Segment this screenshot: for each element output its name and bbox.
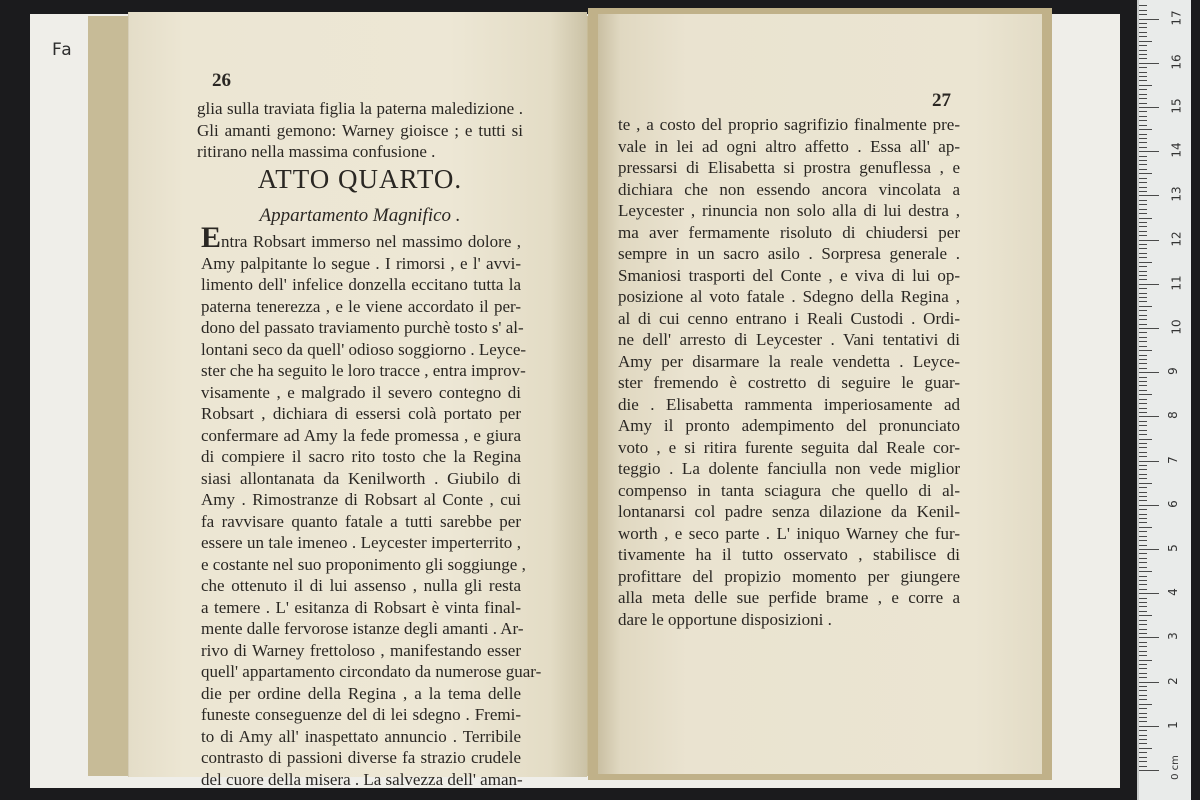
text-line: Smaniosi trasporti del Conte , e viva di lui op- bbox=[618, 265, 960, 285]
ruler-tick bbox=[1139, 191, 1147, 192]
ruler-tick bbox=[1139, 447, 1147, 448]
ruler-number: 13 bbox=[1169, 186, 1184, 203]
text-line: dono del passato traviamento purchè tosto s' al- bbox=[201, 318, 524, 337]
ruler-tick bbox=[1139, 204, 1147, 205]
ruler-tick bbox=[1139, 761, 1147, 762]
ruler-tick bbox=[1139, 540, 1147, 541]
ruler-tick bbox=[1139, 642, 1147, 643]
text-line: compenso in tanta sciagura che quello di al- bbox=[618, 480, 960, 500]
text-line: paterna tenerezza , e le viene accordato il per- bbox=[201, 296, 521, 316]
ruler-tick bbox=[1139, 721, 1147, 722]
ruler-tick bbox=[1139, 598, 1147, 599]
ruler-number: 16 bbox=[1169, 54, 1184, 70]
ruler-tick bbox=[1139, 142, 1147, 143]
ruler-tick bbox=[1139, 116, 1147, 117]
ruler-tick bbox=[1139, 58, 1147, 59]
ruler-tick bbox=[1139, 735, 1147, 736]
ruler-tick bbox=[1139, 558, 1147, 559]
ruler-tick bbox=[1139, 169, 1147, 170]
ruler-tick bbox=[1139, 624, 1147, 625]
ruler-tick bbox=[1139, 5, 1147, 6]
text-line: pressarsi di Elisabetta si prostra genuflessa , e bbox=[618, 158, 960, 177]
ruler-tick bbox=[1139, 562, 1147, 563]
text-line: ster che ha seguito le loro tracce , entra improv- bbox=[201, 361, 526, 380]
ruler-tick bbox=[1139, 567, 1147, 568]
ruler-number: 6 bbox=[1165, 499, 1180, 508]
ruler-tick bbox=[1139, 36, 1147, 37]
ruler-tick bbox=[1139, 478, 1147, 479]
ruler-tick bbox=[1139, 536, 1147, 537]
ruler-tick bbox=[1139, 699, 1147, 700]
ruler-tick bbox=[1139, 629, 1147, 630]
text-line: Amy . Rimostranze di Robsart al Conte , cui bbox=[201, 490, 521, 509]
ruler-tick bbox=[1139, 306, 1152, 307]
ruler-tick bbox=[1139, 425, 1147, 426]
ruler-tick bbox=[1139, 107, 1159, 108]
ruler-tick bbox=[1139, 231, 1147, 232]
ruler-tick bbox=[1139, 633, 1147, 634]
ruler-number: 14 bbox=[1169, 142, 1184, 158]
ruler-tick bbox=[1139, 244, 1147, 245]
text-line: che ottenuto il di lui assenso , nulla gli resta bbox=[201, 576, 521, 595]
ruler-tick bbox=[1139, 518, 1147, 519]
ruler-tick bbox=[1139, 531, 1147, 532]
text-line: Robsart , dichiara di essersi colà portato per bbox=[201, 404, 521, 423]
ruler-tick bbox=[1139, 545, 1147, 546]
text-line: dichiara che non essendo ancora vincolata a bbox=[618, 179, 960, 199]
text-line: die . Elisabetta rammenta imperiosamente ad bbox=[618, 394, 960, 414]
text-line: Amy il pronto adempimento del pronunciato bbox=[618, 416, 960, 435]
ruler-tick bbox=[1139, 63, 1159, 64]
left-page-body-text bbox=[201, 221, 542, 790]
ruler-tick bbox=[1139, 651, 1147, 652]
text-line: mente dalle fervorose istanze degli amanti . Ar- bbox=[201, 619, 524, 638]
ruler-tick bbox=[1139, 416, 1159, 417]
text-line-rest: ntra Robsart immerso nel massimo dolore , bbox=[221, 232, 521, 251]
ruler-tick bbox=[1139, 522, 1147, 523]
ruler-tick bbox=[1139, 748, 1152, 749]
ruler-tick bbox=[1139, 646, 1147, 647]
ruler-tick bbox=[1139, 120, 1147, 121]
ruler-tick bbox=[1139, 346, 1147, 347]
right-page bbox=[598, 14, 1042, 774]
text-line: sempre in un sacro asilo . Sorpresa generale . bbox=[618, 244, 960, 263]
ruler-tick bbox=[1139, 452, 1147, 453]
text-line bbox=[201, 221, 521, 254]
ruler-tick bbox=[1139, 439, 1152, 440]
ruler-tick bbox=[1139, 355, 1147, 356]
ruler-tick bbox=[1139, 589, 1147, 590]
ruler-tick bbox=[1139, 160, 1147, 161]
text-line: siasi allontanata da Kenilworth . Giubilo di bbox=[201, 468, 521, 488]
ruler-tick bbox=[1139, 509, 1147, 510]
ruler-tick bbox=[1139, 23, 1147, 24]
text-line: Gli amanti gemono: Warney gioisce ; e tutti si bbox=[197, 120, 523, 140]
ruler-tick bbox=[1139, 240, 1159, 241]
ruler-tick bbox=[1139, 368, 1147, 369]
ruler-tick bbox=[1139, 487, 1147, 488]
ruler-tick bbox=[1139, 266, 1147, 267]
ruler-tick bbox=[1139, 310, 1147, 311]
ruler-tick bbox=[1139, 743, 1147, 744]
ruler-tick bbox=[1139, 408, 1147, 409]
ruler-tick bbox=[1139, 461, 1159, 462]
ruler-tick bbox=[1139, 284, 1159, 285]
drop-cap: E bbox=[201, 221, 222, 254]
text-line: ritirano nella massima confusione . bbox=[197, 142, 436, 161]
ruler-tick bbox=[1139, 602, 1147, 603]
text-line: essere un tale imeneo . Leycester imperterrito , bbox=[201, 533, 521, 552]
ruler-tick bbox=[1139, 412, 1147, 413]
ruler-tick bbox=[1139, 686, 1147, 687]
text-line: visamente , e malgrado il severo contegno di bbox=[201, 382, 521, 402]
ruler-tick bbox=[1139, 717, 1147, 718]
text-line: vale in lei ad ogni altro affetto . Essa all' ap- bbox=[618, 136, 960, 156]
ruler-tick bbox=[1139, 465, 1147, 466]
text-line: confermare ad Amy la fede promessa , e giura bbox=[201, 425, 521, 445]
ruler-tick bbox=[1139, 377, 1147, 378]
ruler-tick bbox=[1139, 89, 1147, 90]
ruler-tick bbox=[1139, 301, 1147, 302]
ruler-tick bbox=[1139, 173, 1152, 174]
ruler-tick bbox=[1139, 606, 1147, 607]
ruler-tick bbox=[1139, 200, 1147, 201]
ruler-number: 15 bbox=[1169, 98, 1184, 114]
ruler-tick bbox=[1139, 350, 1152, 351]
ruler-tick bbox=[1139, 271, 1147, 272]
ruler-tick bbox=[1139, 293, 1147, 294]
ruler-number: 9 bbox=[1165, 367, 1180, 376]
measurement-ruler bbox=[1137, 0, 1191, 800]
ruler-tick bbox=[1139, 209, 1147, 210]
ruler-tick bbox=[1139, 195, 1159, 196]
ruler-tick bbox=[1139, 421, 1147, 422]
ruler-tick bbox=[1139, 279, 1147, 280]
text-line: limento dell' infelice donzella eccitano tutta la bbox=[201, 275, 521, 294]
ruler-tick bbox=[1139, 514, 1147, 515]
ruler-tick bbox=[1139, 766, 1147, 767]
text-line: profittare del propizio momento per giungere bbox=[618, 566, 960, 586]
text-line: Leycester , rinuncia non solo alla di lui destra , bbox=[618, 201, 960, 220]
ruler-tick bbox=[1139, 726, 1159, 727]
ruler-number: 3 bbox=[1165, 632, 1180, 641]
ruler-number: 4 bbox=[1165, 588, 1180, 597]
ruler-tick bbox=[1139, 673, 1147, 674]
ruler-tick bbox=[1139, 14, 1147, 15]
ruler-tick bbox=[1139, 94, 1147, 95]
ruler-tick bbox=[1139, 434, 1147, 435]
ruler-tick bbox=[1139, 394, 1152, 395]
text-line: ne dell' arresto di Leycester . Vani tentativi di bbox=[618, 330, 960, 349]
ruler-tick bbox=[1139, 235, 1147, 236]
text-line: teggio . La dolente fanciulla non vede miglior bbox=[618, 459, 960, 478]
ruler-tick bbox=[1139, 381, 1147, 382]
ruler-tick bbox=[1139, 297, 1147, 298]
ruler-tick bbox=[1139, 129, 1152, 130]
text-line: die per ordine della Regina , a la tema delle bbox=[201, 683, 521, 703]
ruler-tick bbox=[1139, 739, 1147, 740]
ruler-tick bbox=[1139, 41, 1152, 42]
text-line: ster fremendo è costretto di seguire le guar- bbox=[618, 373, 960, 392]
ruler-tick bbox=[1139, 98, 1147, 99]
ruler-tick bbox=[1139, 677, 1147, 678]
ruler-number: 7 bbox=[1165, 455, 1180, 464]
ruler-tick bbox=[1139, 337, 1147, 338]
ruler-tick bbox=[1139, 103, 1147, 104]
ruler-tick bbox=[1139, 332, 1147, 333]
ruler-tick bbox=[1139, 611, 1147, 612]
text-line: Amy per disarmare la reale vendetta . Leyce- bbox=[618, 351, 960, 371]
text-line: posizione al voto fatale . Sdegno della Regina , bbox=[618, 287, 960, 306]
ruler-tick bbox=[1139, 430, 1147, 431]
handwritten-annotation: Fa bbox=[52, 40, 73, 60]
ruler-tick bbox=[1139, 553, 1147, 554]
ruler-tick bbox=[1139, 682, 1159, 683]
ruler-tick bbox=[1139, 315, 1147, 316]
ruler-tick bbox=[1139, 328, 1159, 329]
ruler-tick bbox=[1139, 500, 1147, 501]
ruler-tick bbox=[1139, 483, 1152, 484]
ruler-tick bbox=[1139, 253, 1147, 254]
ruler-tick bbox=[1139, 363, 1147, 364]
ruler-number: 5 bbox=[1165, 544, 1180, 552]
ruler-tick bbox=[1139, 399, 1147, 400]
ruler-tick bbox=[1139, 668, 1147, 669]
text-line: del cuore della misera . La salvezza dell' aman- bbox=[201, 769, 523, 789]
text-line: contrasto di passioni diverse fa strazio crudele bbox=[201, 748, 521, 767]
ruler-tick bbox=[1139, 580, 1147, 581]
text-line: Amy palpitante lo segue . I rimorsi , e l' avvi- bbox=[201, 253, 521, 273]
ruler-number: 17 bbox=[1169, 9, 1184, 26]
ruler-tick bbox=[1139, 730, 1147, 731]
ruler-tick bbox=[1139, 125, 1147, 126]
ruler-tick bbox=[1139, 226, 1147, 227]
text-line: to di Amy all' inaspettato annuncio . Terribile bbox=[201, 726, 521, 746]
ruler-tick bbox=[1139, 584, 1147, 585]
ruler-tick bbox=[1139, 111, 1147, 112]
text-line: quell' appartamento circondato da numerose guar- bbox=[201, 662, 542, 681]
ruler-tick bbox=[1139, 32, 1147, 33]
right-page-body-text bbox=[618, 114, 960, 630]
ruler-tick bbox=[1139, 664, 1147, 665]
text-line: fa ravvisare quanto fatale a tutti sarebbe per bbox=[201, 511, 521, 531]
ruler-number: 11 bbox=[1169, 275, 1184, 291]
ruler-tick bbox=[1139, 45, 1147, 46]
text-line: a temere . L' esitanza di Robsart è vinta final- bbox=[201, 597, 521, 617]
ruler-tick bbox=[1139, 182, 1147, 183]
text-line: glia sulla traviata figlia la paterna maledizione . bbox=[197, 99, 523, 118]
ruler-tick bbox=[1139, 50, 1147, 51]
ruler-tick bbox=[1139, 72, 1147, 73]
text-line: e costante nel suo proponimento gli soggiunge , bbox=[201, 554, 526, 574]
act-title: ATTO QUARTO. bbox=[257, 164, 463, 194]
ruler-number: 2 bbox=[1165, 676, 1180, 685]
ruler-tick bbox=[1139, 385, 1147, 386]
ruler-tick bbox=[1139, 76, 1147, 77]
ruler-tick bbox=[1139, 695, 1147, 696]
ruler-tick bbox=[1139, 218, 1152, 219]
ruler-tick bbox=[1139, 637, 1159, 638]
ruler-tick bbox=[1139, 248, 1147, 249]
ruler-tick bbox=[1139, 505, 1159, 506]
ruler-tick bbox=[1139, 655, 1147, 656]
ruler-tick bbox=[1139, 147, 1147, 148]
ruler-tick bbox=[1139, 593, 1159, 594]
ruler-tick bbox=[1139, 54, 1147, 55]
text-line: funeste conseguenze del di lei sdegno . Fremi- bbox=[201, 705, 521, 724]
ruler-tick bbox=[1139, 27, 1147, 28]
ruler-tick bbox=[1139, 341, 1147, 342]
ruler-tick bbox=[1139, 757, 1147, 758]
ruler-tick bbox=[1139, 752, 1147, 753]
ruler-tick bbox=[1139, 443, 1147, 444]
text-line: dare le opportune disposizioni . bbox=[618, 609, 832, 629]
ruler-tick bbox=[1139, 67, 1147, 68]
ruler-tick bbox=[1139, 492, 1147, 493]
ruler-number: 8 bbox=[1165, 411, 1180, 420]
text-line: worth , e seco parte . L' iniquo Warney che fur- bbox=[618, 523, 960, 543]
ruler-tick bbox=[1139, 359, 1147, 360]
ruler-tick bbox=[1139, 456, 1147, 457]
ruler-tick bbox=[1139, 496, 1147, 497]
ruler-tick bbox=[1139, 372, 1159, 373]
ruler-tick bbox=[1139, 576, 1147, 577]
ruler-unit-label: 0 cm bbox=[1169, 755, 1181, 780]
ruler-tick bbox=[1139, 324, 1147, 325]
ruler-tick bbox=[1139, 164, 1147, 165]
text-line: lontanarsi col padre senza dilazione da Kenil- bbox=[618, 502, 960, 521]
ruler-tick bbox=[1139, 469, 1147, 470]
text-line: al di cui cenno entrano i Reali Custodi . Ordi- bbox=[618, 308, 960, 328]
text-line: di compiere il sacro rito tosto che la Regina bbox=[201, 447, 521, 466]
text-line: tivamente ha il tutto osservato , stabilisce di bbox=[618, 545, 960, 564]
ruler-tick bbox=[1139, 178, 1147, 179]
ruler-tick bbox=[1139, 319, 1147, 320]
ruler-tick bbox=[1139, 134, 1147, 135]
ruler-tick bbox=[1139, 390, 1147, 391]
ruler-tick bbox=[1139, 713, 1147, 714]
ruler-tick bbox=[1139, 19, 1159, 20]
ruler-tick bbox=[1139, 770, 1159, 771]
ruler-tick bbox=[1139, 474, 1147, 475]
ruler-tick bbox=[1139, 151, 1159, 152]
text-line: alla meta delle sue perfide brame , e corre a bbox=[618, 588, 960, 607]
left-page bbox=[128, 12, 587, 789]
text-line: lontani seco da quell' odioso soggiorno . Leyce- bbox=[201, 339, 527, 359]
text-line: voto , e si ritira furente seguita dal Reale cor- bbox=[618, 437, 960, 457]
ruler-tick bbox=[1139, 704, 1152, 705]
ruler-tick bbox=[1139, 403, 1147, 404]
ruler-tick bbox=[1139, 571, 1152, 572]
text-line: rivo di Warney frettoloso , manifestando esser bbox=[201, 640, 521, 660]
ruler-tick bbox=[1139, 288, 1147, 289]
ruler-number: 10 bbox=[1169, 319, 1184, 335]
ruler-tick bbox=[1139, 222, 1147, 223]
ruler-tick bbox=[1139, 138, 1147, 139]
ruler-tick bbox=[1139, 10, 1147, 11]
ruler-tick bbox=[1139, 85, 1152, 86]
ruler-tick bbox=[1139, 80, 1147, 81]
page-number-right: 27 bbox=[932, 90, 951, 111]
ruler-number: 1 bbox=[1165, 720, 1180, 729]
text-line: ma aver fermamente risoluto di chiudersi per bbox=[618, 222, 960, 242]
scene-title: Appartamento Magnifico . bbox=[259, 205, 461, 226]
ruler-tick bbox=[1139, 660, 1152, 661]
ruler-tick bbox=[1139, 257, 1147, 258]
ruler-tick bbox=[1139, 213, 1147, 214]
page-number-left: 26 bbox=[212, 70, 231, 91]
ruler-tick bbox=[1139, 620, 1147, 621]
text-line: te , a costo del proprio sagrifizio finalmente pre- bbox=[618, 115, 960, 134]
ruler-tick bbox=[1139, 262, 1152, 263]
ruler-number: 12 bbox=[1169, 230, 1184, 247]
ruler-tick bbox=[1139, 615, 1152, 616]
ruler-tick bbox=[1139, 187, 1147, 188]
ruler-tick bbox=[1139, 156, 1147, 157]
ruler-tick bbox=[1139, 549, 1159, 550]
ruler-tick bbox=[1139, 275, 1147, 276]
ruler-tick bbox=[1139, 690, 1147, 691]
ruler-tick bbox=[1139, 708, 1147, 709]
ruler-tick bbox=[1139, 527, 1152, 528]
left-page-opening-text bbox=[197, 98, 523, 163]
